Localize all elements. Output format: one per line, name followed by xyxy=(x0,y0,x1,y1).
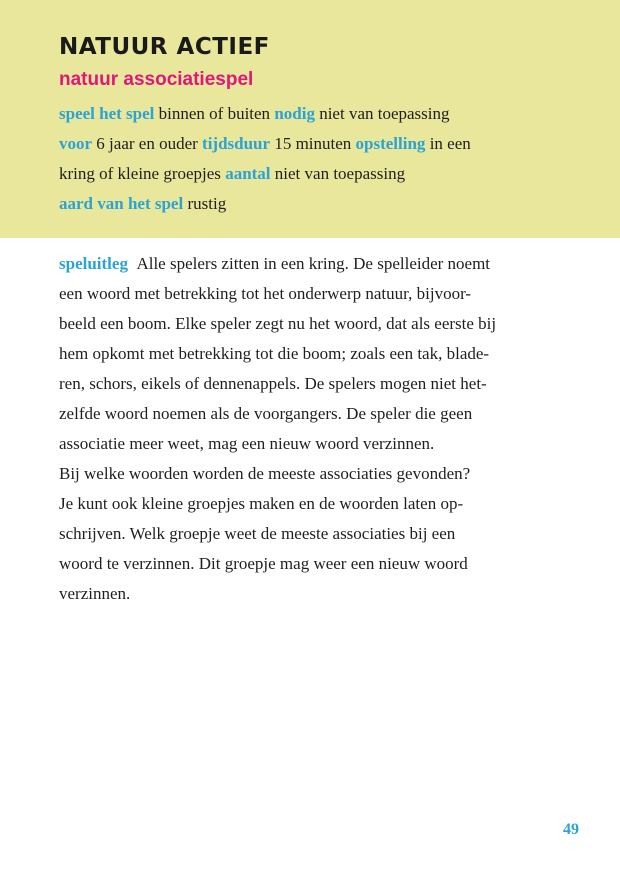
info-value: kring of kleine groepjes xyxy=(59,164,226,183)
description-line xyxy=(59,399,559,429)
description-text: een woord met betrekking tot het onderwerp natuur, bijvoor- xyxy=(59,284,472,303)
description-label: speluitleg xyxy=(59,254,128,273)
description-text: Je kunt ook kleine groepjes maken en de woorden laten op- xyxy=(59,494,464,513)
description-text: verzinnen. xyxy=(59,584,131,603)
info-label: voor xyxy=(59,134,93,153)
description-line xyxy=(59,579,559,609)
description-line xyxy=(59,489,559,519)
info-value: binnen of buiten xyxy=(154,104,275,123)
info-value: rustig xyxy=(183,194,227,213)
info-label: speel het spel xyxy=(59,104,155,123)
description-text: associatie meer weet, mag een nieuw woord verzinnen. xyxy=(59,434,435,453)
description-text: schrijven. Welk groepje weet de meeste associaties bij een xyxy=(59,524,456,543)
info-label: opstelling xyxy=(355,134,426,153)
description-line xyxy=(59,369,559,399)
description-line xyxy=(59,249,559,279)
info-label: tijdsduur xyxy=(202,134,271,153)
description-line xyxy=(59,459,559,489)
page-title: NATUUR ACTIEF xyxy=(59,34,270,60)
description-text: ren, schors, eikels of dennenappels. De spelers mogen niet het- xyxy=(59,374,487,393)
info-label: aantal xyxy=(225,164,271,183)
page-subtitle: natuur associatiespel xyxy=(59,69,254,90)
description-text: Alle spelers zitten in een kring. De spelleider noemt xyxy=(136,254,491,273)
info-label: aard van het spel xyxy=(59,194,184,213)
description-line xyxy=(59,339,559,369)
info-value: 6 jaar en ouder xyxy=(92,134,203,153)
description-text: beeld een boom. Elke speler zegt nu het woord, dat als eerste bij xyxy=(59,314,497,333)
description-text: hem opkomt met betrekking tot die boom; zoals een tak, blade- xyxy=(59,344,490,363)
description-line xyxy=(59,279,559,309)
page-number: 49 xyxy=(563,821,579,838)
info-value: in een xyxy=(425,134,471,153)
description-line xyxy=(59,519,559,549)
info-value: niet van toepassing xyxy=(314,104,450,123)
game-info xyxy=(59,99,569,219)
description-text: woord te verzinnen. Dit groepje mag weer een nieuw woord xyxy=(59,554,468,573)
info-line xyxy=(59,159,569,189)
info-label: nodig xyxy=(274,104,315,123)
info-line xyxy=(59,129,569,159)
info-line xyxy=(59,189,569,219)
description-line xyxy=(59,549,559,579)
info-value: niet van toepassing xyxy=(270,164,406,183)
game-description xyxy=(59,249,559,609)
description-text: zelfde woord noemen als de voorgangers. De speler die geen xyxy=(59,404,473,423)
info-line xyxy=(59,99,569,129)
description-line xyxy=(59,309,559,339)
description-line xyxy=(59,429,559,459)
info-value: 15 minuten xyxy=(270,134,356,153)
description-text: Bij welke woorden worden de meeste associaties gevonden? xyxy=(59,464,471,483)
